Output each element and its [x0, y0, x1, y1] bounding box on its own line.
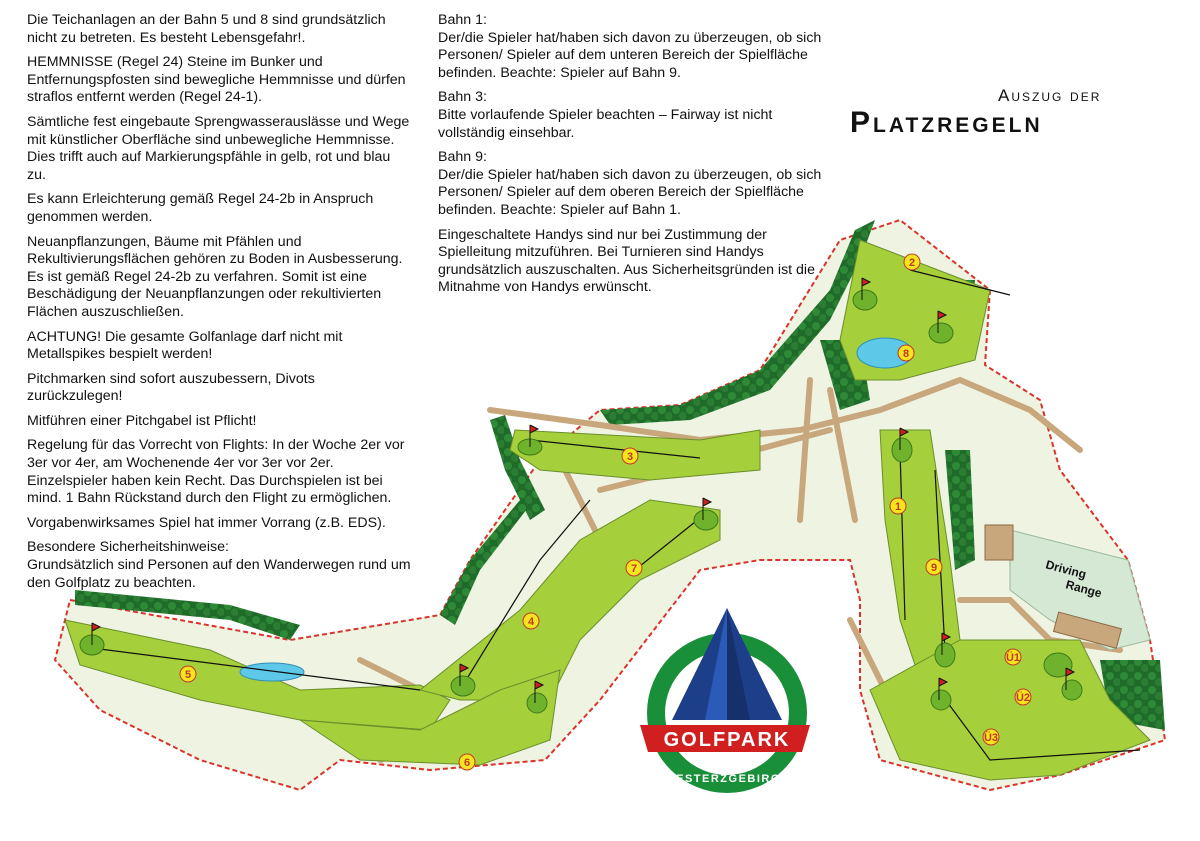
rule-paragraph: Bahn 3: Bitte vorlaufende Spieler beachten – Fairway ist nicht vollständig einsehbar.	[438, 89, 773, 141]
svg-text:8: 8	[902, 348, 910, 360]
svg-text:Ü3: Ü3	[983, 732, 999, 744]
rule-paragraph: Pitchmarken sind sofort auszubessern, Divots zurückzulegen!	[27, 370, 315, 405]
svg-text:Ü2: Ü2	[1015, 692, 1031, 704]
rule-paragraph: Es kann Erleichterung gemäß Regel 24-2b in Anspruch genommen werden.	[27, 191, 374, 225]
rule-paragraph: Besondere Sicherheitshinweise: Grundsätzlich sind Personen auf den Wanderwegen rund um den Golfplatz zu beachten.	[27, 539, 411, 591]
rule-paragraph: Bahn 9: Der/die Spieler hat/haben sich davon zu überzeugen, ob sich Personen/ Spieler auf dem oberen Bereich der Spielfläche befinden. Beachte: Spieler auf Bahn 1.	[438, 149, 822, 218]
svg-text:3: 3	[626, 451, 634, 463]
svg-text:6: 6	[463, 757, 471, 769]
golfpark-logo	[640, 608, 810, 793]
rule-paragraph: Vorgabenwirksames Spiel hat immer Vorrang (z.B. EDS).	[27, 514, 386, 531]
svg-text:7: 7	[630, 563, 638, 575]
rule-paragraph: Die Teichanlagen an der Bahn 5 und 8 sind grundsätzlich nicht zu betreten. Es besteht Lebensgefahr!.	[27, 12, 386, 46]
svg-text:9: 9	[930, 562, 938, 574]
logo-name: GOLFPARK	[663, 729, 791, 751]
svg-text:2: 2	[908, 257, 916, 269]
building	[985, 525, 1013, 560]
rule-paragraph: HEMMNISSE (Regel 24) Steine im Bunker und Entfernungspfosten sind bewegliche Hemmnisse und dürfen straflos entfernt werden (Regel 24-1).	[27, 54, 406, 106]
rule-paragraph: Regelung für das Vorrecht von Flights: In der Woche 2er vor 3er vor 4er, am Wochenende 4er vor 3er vor 2er. Einzelspieler haben kein Recht. Das Durchspielen ist bei mind. 1 Bahn Rückstand durch den Flight zu ermöglichen.	[27, 437, 405, 507]
page-title: Platzregeln	[850, 106, 1043, 139]
svg-text:Ü1: Ü1	[1005, 652, 1021, 664]
pond-5	[240, 663, 304, 681]
title-subtitle: Auszug der	[998, 86, 1102, 105]
logo-region: WESTERZGEBIRGE	[664, 773, 790, 785]
rule-paragraph: Sämtliche fest eingebaute Sprengwasserauslässe und Wege mit künstlicher Oberfläche sind unbewegliche Hemmnisse. Dies trifft auch auf Markierungspfähle in gelb, rot und blau zu.	[27, 113, 410, 183]
rule-paragraph: Mitführen einer Pitchgabel ist Pflicht!	[27, 412, 257, 429]
rule-paragraph: Bahn 1: Der/die Spieler hat/haben sich davon zu überzeugen, ob sich Personen/ Spieler auf dem unteren Bereich der Spielfläche befinden. Beachte: Spieler auf Bahn 9.	[438, 12, 822, 81]
driving-range-label: Driving	[1044, 557, 1088, 582]
rule-paragraph: ACHTUNG! Die gesamte Golfanlage darf nicht mit Metallspikes bespielt werden!	[27, 328, 343, 363]
driving-range-label: Range	[1064, 577, 1104, 601]
svg-text:1: 1	[894, 501, 902, 513]
rule-paragraph: Neuanpflanzungen, Bäume mit Pfählen und Rekultivierungsflächen gehören zu Boden in Ausbesserung. Es ist gemäß Regel 24-2b zu verfahren. Somit ist eine Beschädigung der Neuanpflanzungen oder rekultivierten Flächen auszuschließen.	[27, 233, 403, 320]
rule-paragraph: Eingeschaltete Handys sind nur bei Zustimmung der Spielleitung mitzuführen. Bei Turnieren sind Handys grundsätzlich auszuschalten. Aus Sicherheitsgründen ist die Mitnahme von Handys erwünscht.	[438, 226, 815, 296]
svg-text:4: 4	[527, 616, 535, 628]
svg-text:5: 5	[184, 669, 192, 681]
